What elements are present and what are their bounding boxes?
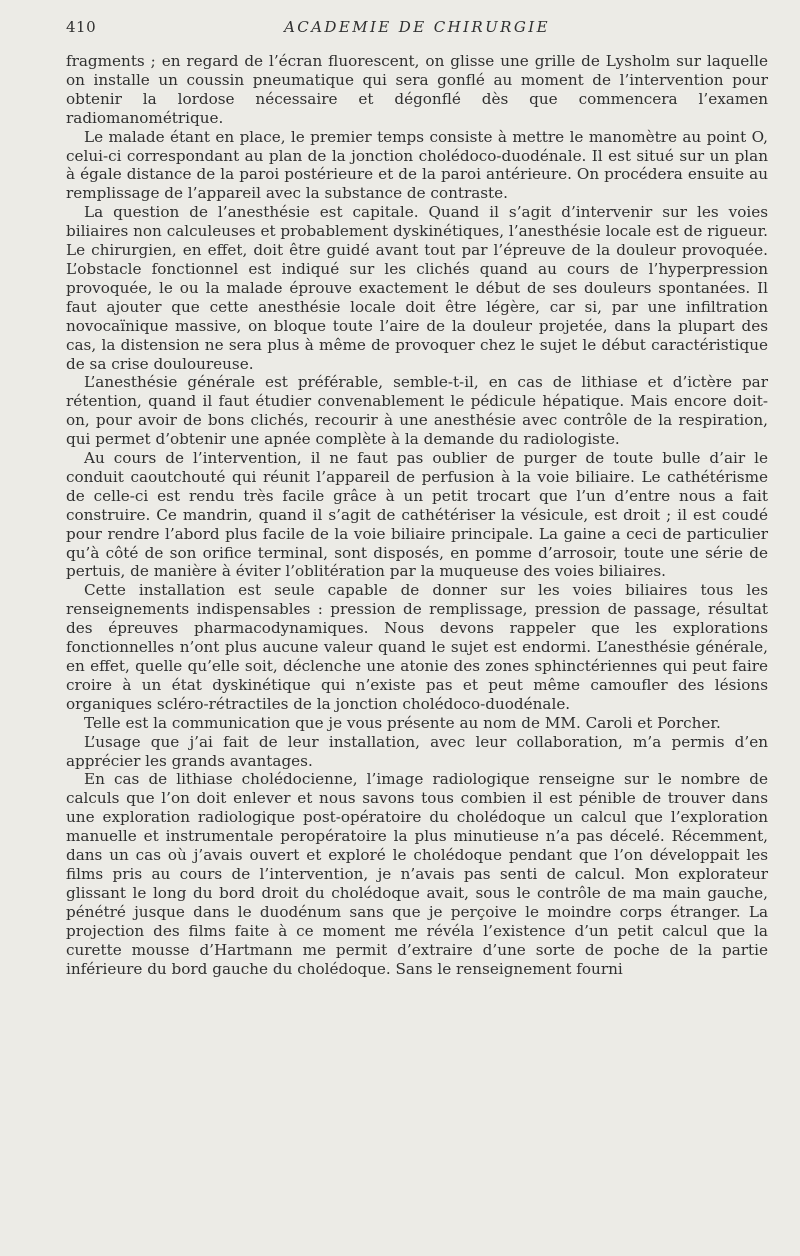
paragraph: L’usage que j’ai fait de leur installation, avec leur collaboration, m’a permis d’en apprécier les grands avantages.: [66, 732, 768, 770]
paragraph: Le malade étant en place, le premier temps consiste à mettre le manomètre au point O, celui-ci correspondant au plan de la jonction cholédoco-duodénale. Il est situé sur un plan à égale distance de la paroi postérieure et de la paroi antérieure. On procédera ensuite au remplissage de l’appareil avec la substance de contraste.: [66, 127, 768, 203]
paragraph: La question de l’anesthésie est capitale. Quand il s’agit d’intervenir sur les voies biliaires non calculeuses et probablement dyskinétiques, l’anesthésie locale est de rigueur. Le chirurgien, en effet, doit être guidé avant tout par l’épreuve de la douleur provoquée. L’obstacle fonctionnel est indiqué sur les clichés quand au cours de l’hyperpression provoquée, le ou la malade éprouve exactement le début de ses douleurs spontanées. Il faut ajouter que cette anesthésie locale doit être légère, car si, par une infiltration novocaïnique massive, on bloque toute l’aire de la douleur projetée, dans la plupart des cas, la distension ne sera plus à même de provoquer chez le sujet le début caractéristique de sa crise douloureuse.: [66, 203, 768, 373]
paragraph: Cette installation est seule capable de donner sur les voies biliaires tous les renseignements indispensables : pression de remplissage, pression de passage, résultat des épreuves pharmacodynamiques. Nous devons rappeler que les explorations fonctionnelles n’ont plus aucune valeur quand le sujet est endormi. L’anesthésie générale, en effet, quelle qu’elle soit, déclenche une atonie des zones sphinctériennes qui peut faire croire à un état dyskinétique qui n’existe pas et peut même camoufler des lésions organiques scléro-rétractiles de la jonction cholédoco-duodénale.: [66, 581, 768, 713]
paragraph: Au cours de l’intervention, il ne faut pas oublier de purger de toute bulle d’air le conduit caoutchouté qui réunit l’appareil de perfusion à la voie biliaire. Le cathétérisme de celle-ci est rendu très facile grâce à un petit trocart que l’un d’entre nous a fait construire. Ce mandrin, quand il s’agit de cathétériser la vésicule, est droit ; il est coudé pour rendre l’abord plus facile de la voie biliaire principale. La gaine a ceci de particulier qu’à côté de son orifice terminal, sont disposés, en pomme d’arrosoir, toute une série de pertuis, de manière à éviter l’oblitération par la muqueuse des voies biliaires.: [66, 449, 768, 581]
page-number: 410: [66, 18, 97, 36]
running-title: ACADEMIE DE CHIRURGIE: [284, 18, 550, 36]
paragraph: L’anesthésie générale est préférable, semble-t-il, en cas de lithiase et d’ictère par rétention, quand il faut étudier convenablement le pédicule hépatique. Mais encore doit-on, pour avoir de bons clichés, recourir à une anesthésie avec contrôle de la respiration, qui permet d’obtenir une apnée complète à la demande du radiologiste.: [66, 373, 768, 449]
paragraph: En cas de lithiase cholédocienne, l’image radiologique renseigne sur le nombre de calculs que l’on doit enlever et nous savons tous combien il est pénible de trouver dans une exploration radiologique post-opératoire du cholédoque un calcul que l’exploration manuelle et instrumentale peropératoire la plus minutieuse n’a pas décelé. Récemment, dans un cas où j’avais ouvert et exploré le cholédoque pendant que l’on développait les films pris au cours de l’intervention, je n’avais pas senti de calcul. Mon explorateur glissant le long du bord droit du cholédoque avait, sous le contrôle de ma main gauche, pénétré jusque dans le duodénum sans que je perçoive le moindre corps étranger. La projection des films faite à ce moment me révéla l’existence d’un petit calcul que la curette mousse d’Hartmann me permit d’extraire d’une sorte de poche de la partie inférieure du bord gauche du cholédoque. Sans le renseignement fourni: [66, 770, 768, 978]
paragraph: Telle est la communication que je vous présente au nom de MM. Caroli et Porcher.: [84, 713, 721, 732]
body-text: [66, 52, 768, 978]
page-header: [66, 18, 768, 52]
paragraph-continuation: fragments ; en regard de l’écran fluorescent, on glisse une grille de Lysholm sur laquelle on installe un coussin pneumatique qui sera gonflé au moment de l’intervention pour obtenir la lordose nécessaire et dégonflé dès que commencera l’examen radiomanométrique.: [66, 52, 768, 127]
